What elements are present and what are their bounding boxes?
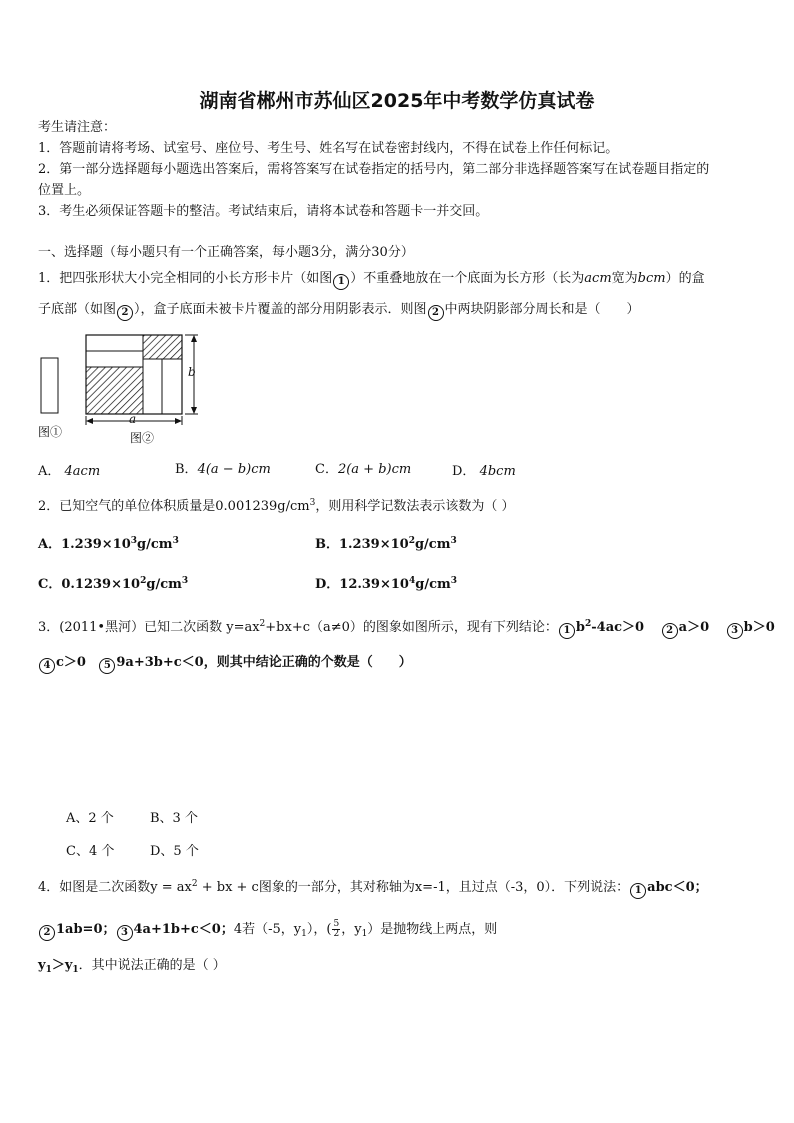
q3-line-1: 3．(2011•黑河）已知二次函数 $y=ax^2+bx+c(a\ne 0)$的图象如图所示，现有下列结论： 1 $b^2-4ac>0$ 2 a＞0 3 b＞0: [38, 620, 775, 639]
notice-item-3: 3．考生必须保证答题卡的整洁。考试结束后，请将本试卷和答题卡一并交回。: [38, 204, 489, 219]
q4-circled-1: 1: [630, 883, 646, 899]
q2-option-c: C．$0.1239\times 10^2g/cm^3$: [38, 576, 189, 592]
fig2-card-vertical-2: [162, 359, 182, 414]
section-heading: 一、选择题（每小题只有一个正确答案，每小题3分，满分30分）: [38, 245, 414, 260]
q3-option-b: B、3 个: [150, 811, 198, 826]
q3-circled-3: 3: [727, 623, 743, 639]
q3-circled-5: 5: [99, 658, 115, 674]
q2-option-d: D．$12.39\times 10^4g/cm^3$: [315, 576, 458, 592]
fig2-label-b: b: [188, 365, 196, 379]
q1-option-d: D． 4bcm: [452, 464, 516, 479]
fig2-label-a: a: [129, 412, 137, 426]
q1-option-c: C．2(a + b)cm: [315, 462, 412, 477]
q3-option-c: C、4 个: [66, 844, 115, 859]
q2-option-b: B．$1.239\times 10^2g/cm^3$: [315, 536, 457, 552]
fig2-caption: 图②: [130, 431, 155, 445]
q3-circled-2: 2: [662, 623, 678, 639]
q1-option-a: A． 4acm: [38, 464, 101, 479]
fig2-card-top-1: [86, 335, 143, 351]
q1-figure: [36, 330, 216, 445]
fig2-card-top-2: [86, 351, 143, 367]
q3-option-a: A、2 个: [66, 811, 114, 826]
q4-line-3: $y_1>y_1$．其中说法正确的是（ ）: [38, 958, 226, 975]
fig1-card: [41, 358, 58, 413]
q4-line-1: 4．如图是二次函数$y = ax^2$ + bx + c图象的一部分，其对称轴为x=-1，且过点（-3，0）．下列说法： 1 abc＜0；: [38, 880, 708, 899]
fig2-shade-bottom-left: [86, 367, 143, 414]
q4-fraction: $\frac{5}{2}$: [333, 919, 340, 939]
circled-number-2b: 2: [428, 305, 444, 321]
notice-heading: 考生请注意：: [38, 120, 117, 135]
q4-circled-3: 3: [117, 925, 133, 941]
notice-item-1: 1．答题前请将考场、试室号、座位号、考生号、姓名写在试卷密封线内，不得在试卷上作任何标记。: [38, 141, 619, 156]
notice-item-2: 2．第一部分选择题每小题选出答案后，需将答案写在试卷指定的括号内，第二部分非选择题答案写在试卷题目指定的: [38, 162, 710, 177]
circled-number-1: 1: [333, 274, 349, 290]
q4-circled-2: 2: [39, 925, 55, 941]
q3-option-d: D、5 个: [150, 844, 199, 859]
fig1-caption: 图①: [38, 425, 63, 439]
q3-line-2: 4 c＞0 5 9a+3b+c＜0，则其中结论正确的个数是（ ）: [38, 655, 412, 674]
q4-line-2: 2 1ab=0； 3 4a+1b+c＜0；4若（-5，$y_1$），( $\frac{5}{2}$ ，$y_1$）是抛物线上两点，则: [38, 920, 497, 941]
q2-stem: 2．已知空气的单位体积质量是$0.001239g/cm^3$，则用科学记数法表示该数为（ ）: [38, 498, 515, 514]
notice-item-2-cont: 位置上。: [38, 183, 91, 198]
fig2-shade-top-right: [143, 335, 182, 359]
q1-line-1: 1．把四张形状大小完全相同的小长方形卡片（如图 1 ）不重叠地放在一个底面为长方形（长为acm宽为bcm）的盒: [38, 271, 705, 290]
q3-circled-4: 4: [39, 658, 55, 674]
q3-circled-1: 1: [559, 623, 575, 639]
q2-option-a: A．$1.239\times 10^3g/cm^3$: [38, 536, 179, 552]
circled-number-2: 2: [117, 305, 133, 321]
q1-option-b: B．4(a − b)cm: [175, 462, 271, 477]
q1-line-2: 子底部（如图 2 ），盒子底面未被卡片覆盖的部分用阴影表示．则图 2 中两块阴影部分周长和是（ ）: [38, 302, 640, 321]
page-title: 湖南省郴州市苏仙区2025年中考数学仿真试卷: [199, 90, 595, 112]
fig2-card-vertical-1: [143, 359, 162, 414]
